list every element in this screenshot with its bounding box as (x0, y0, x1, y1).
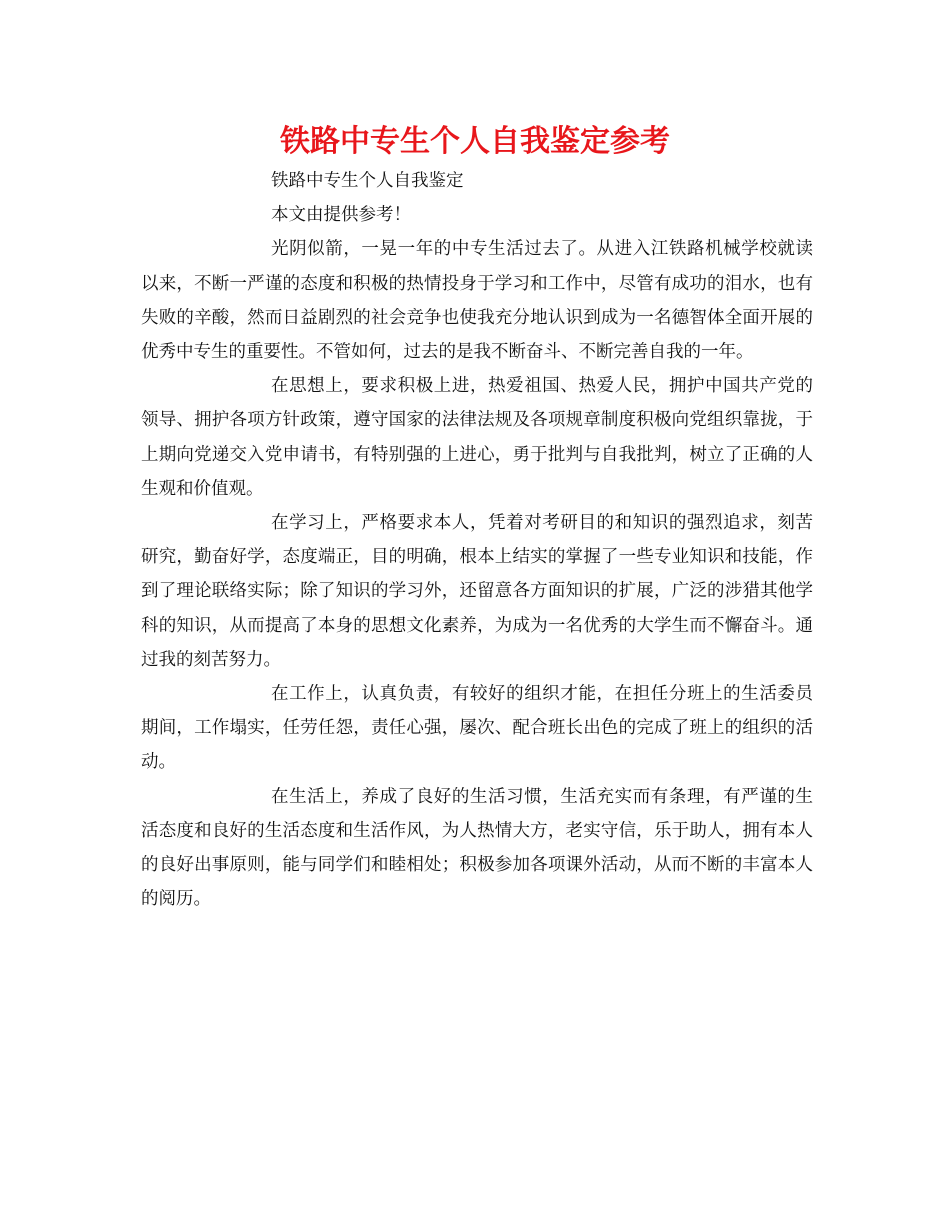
paragraph-thought: 在思想上，要求积极上进，热爱祖国、热爱人民，拥护中国共产党的领导、拥护各项方针政策，遵守国家的法律法规及各项规章制度积极向党组织靠拢，于上期向党递交入党申请书，有特别强的上进心，勇于批判与自我批判，树立了正确的人生观和价值观。 (141, 376, 813, 499)
document-body (141, 164, 813, 916)
paragraph-study: 在学习上，严格要求本人，凭着对考研目的和知识的强烈追求，刻苦研究，勤奋好学，态度端正，目的明确，根本上结实的掌握了一些专业知识和技能，作到了理论联络实际；除了知识的学习外，还留意各方面知识的扩展，广泛的涉猎其他学科的知识，从而提高了本身的思想文化素养，为成为一名优秀的大学生而不懈奋斗。通过我的刻苦努力。 (141, 513, 813, 670)
paragraph-work: 在工作上，认真负责，有较好的组织才能，在担任分班上的生活委员期间，工作塌实，任劳任怨，责任心强，屡次、配合班长出色的完成了班上的组织的活动。 (141, 684, 813, 773)
document-subtitle: 铁路中专生个人自我鉴定 (271, 171, 464, 191)
source-note: 本文由提供参考！ (271, 205, 411, 226)
document-title: 铁路中专生个人自我鉴定参考 (280, 124, 670, 159)
paragraph-intro: 光阴似箭，一晃一年的中专生活过去了。从进入江铁路机械学校就读以来，不断一严谨的态度和积极的热情投身于学习和工作中，尽管有成功的泪水，也有失败的辛酸，然而日益剧烈的社会竞争也使我充分地认识到成为一名德智体全面开展的优秀中专生的重要性。不管如何，过去的是我不断奋斗、不断完善自我的一年。 (141, 239, 813, 363)
paragraph-life: 在生活上，养成了良好的生活习惯，生活充实而有条理，有严谨的生活态度和良好的生活态度和生活作风，为人热情大方，老实守信，乐于助人，拥有本人的良好出事原则，能与同学们和睦相处；积极参加各项课外活动，从而不断的丰富本人的阅历。 (141, 786, 813, 910)
